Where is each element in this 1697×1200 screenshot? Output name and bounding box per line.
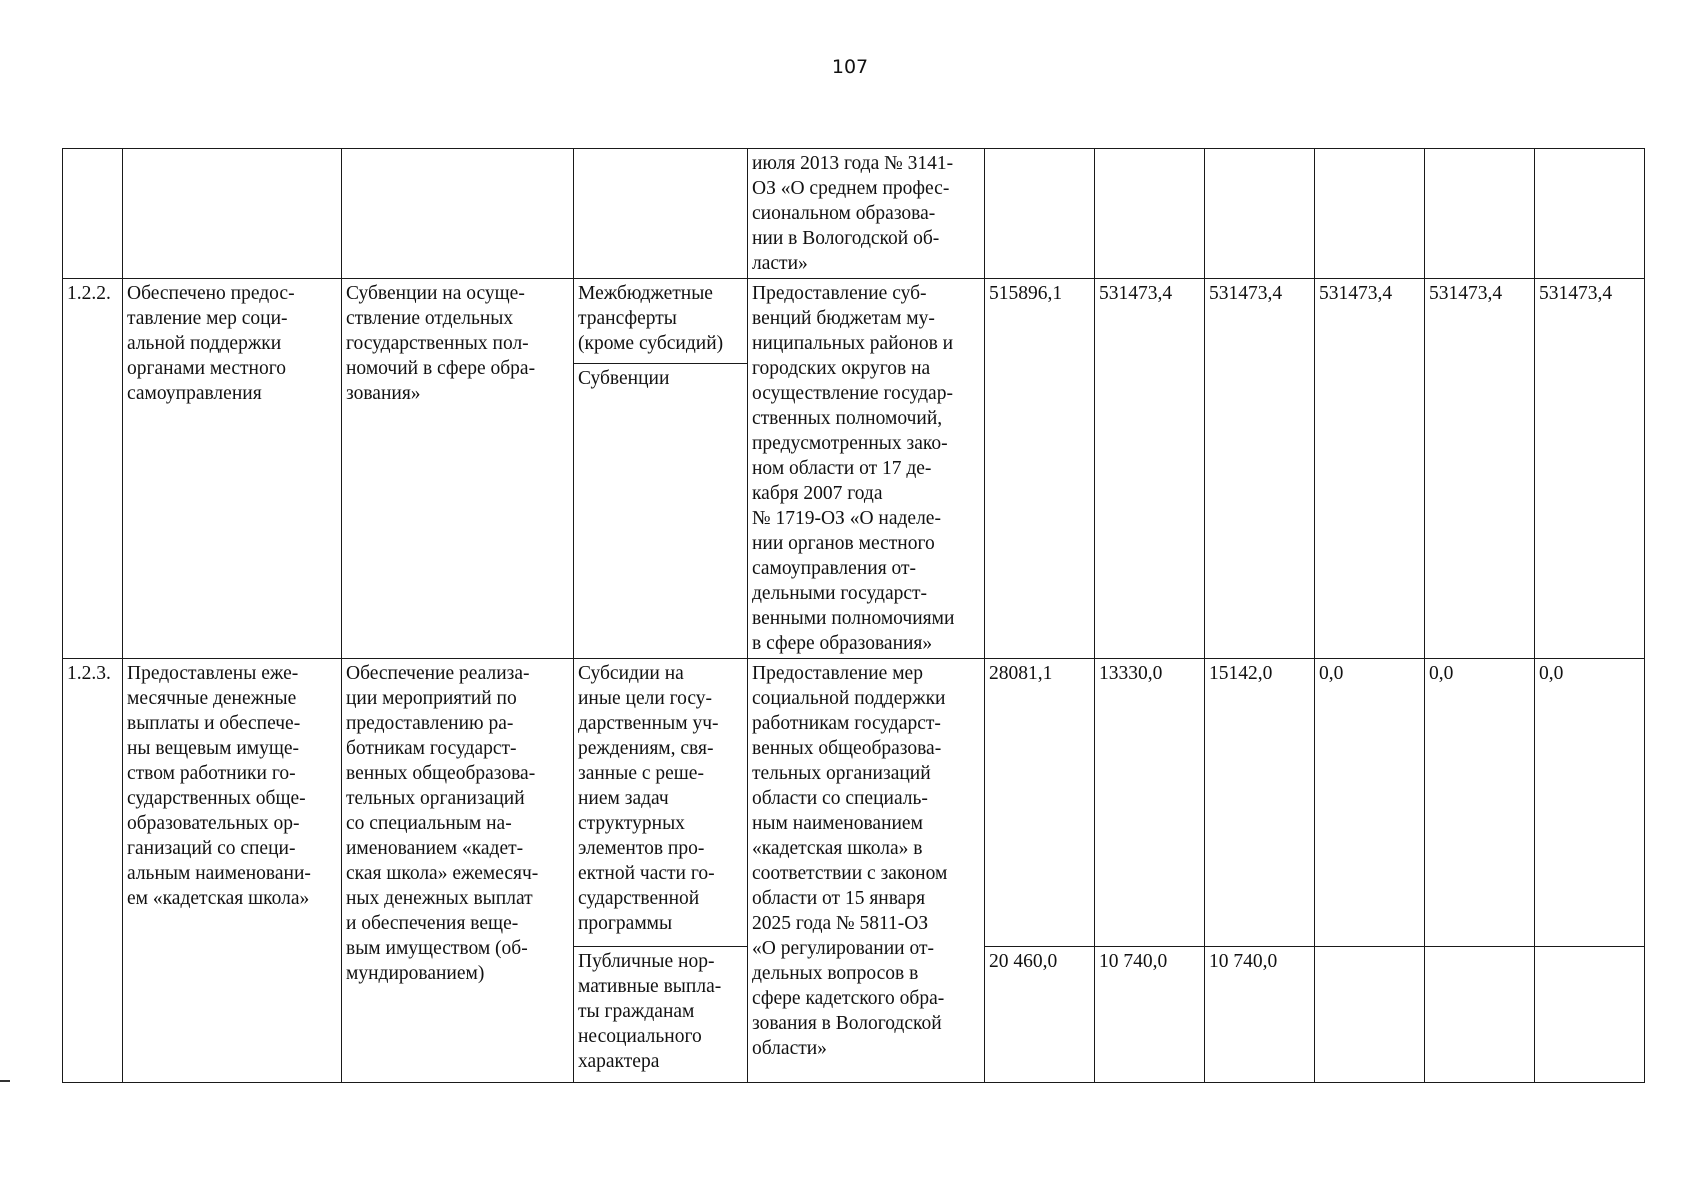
cell-value: 0,0 [1315, 659, 1425, 947]
cell-number: 1.2.2. [63, 279, 123, 659]
cell-value: 10 740,0 [1205, 947, 1315, 1083]
cell-value: 28081,1 [985, 659, 1095, 947]
table-row-continuation [63, 149, 1645, 279]
cell-value [1315, 149, 1425, 279]
cell-legal-basis: июля 2013 года № 3141- ОЗ «О среднем профес- сиональном образова- нии в Вологодской об- ласти» [748, 149, 985, 279]
cell-value: 531473,4 [1205, 279, 1315, 659]
cell-value [1535, 947, 1645, 1083]
cell-value [1535, 149, 1645, 279]
cell-result: Обеспечено предос- тавление мер соци- альной поддержки органами местного самоуправления [123, 279, 342, 659]
scan-edge-mark [0, 1080, 10, 1082]
cell-type [574, 149, 748, 279]
cell-value: 531473,4 [1425, 279, 1535, 659]
table-row-1-2-3 [63, 659, 1645, 947]
cell-value: 531473,4 [1315, 279, 1425, 659]
cell-value: 10 740,0 [1095, 947, 1205, 1083]
cell-expense-type: Публичные нор- мативные выпла- ты гражданам несоциального характера [574, 947, 748, 1083]
cell-value: 515896,1 [985, 279, 1095, 659]
cell-result [123, 149, 342, 279]
cell-measure: Субвенции на осуще- ствление отдельных государственных пол- номочий в сфере обра- зования» [342, 279, 574, 659]
cell-value [1095, 149, 1205, 279]
table-row-1-2-2 [63, 279, 1645, 364]
cell-value: 531473,4 [1095, 279, 1205, 659]
cell-measure [342, 149, 574, 279]
cell-value: 0,0 [1535, 659, 1645, 947]
cell-value [1315, 947, 1425, 1083]
cell-value: 0,0 [1425, 659, 1535, 947]
cell-value [985, 149, 1095, 279]
cell-expense-type: Межбюджетные трансферты (кроме субсидий) [574, 279, 748, 364]
cell-value: 531473,4 [1535, 279, 1645, 659]
cell-value: 20 460,0 [985, 947, 1095, 1083]
cell-number: 1.2.3. [63, 659, 123, 1083]
cell-expense-type: Субсидии на иные цели госу- дарственным уч- реждениям, свя- занные с реше- нием задач структурных элементов про- ектной части го- сударственной программы [574, 659, 748, 947]
cell-measure: Обеспечение реализа- ции мероприятий по предоставлению ра- ботникам государст- венных общеобразова- тельных организаций со специальным на- именованием «кадет- ская школа» ежемесяч- ных денежных выплат и обеспечения веще- вым имуществом (об- мундированием) [342, 659, 574, 1083]
cell-value [1425, 947, 1535, 1083]
cell-legal-basis: Предоставление мер социальной поддержки работникам государст- венных общеобразова- тельных организаций области со специаль- ным наименованием «кадетская школа» в соответствии с законом области от 15 января 2025 года № 5811-ОЗ «О регулировании от- дельных вопросов в сфере кадетского обра- зования в Вологодской области» [748, 659, 985, 1083]
page-number: 107 [831, 56, 869, 78]
cell-number [63, 149, 123, 279]
cell-legal-basis: Предоставление суб- венций бюджетам му- ниципальных районов и городских округов на осуществление государ- ственных полномочий, предусмотренных зако- ном области от 17 де- кабря 2007 года № 1719-ОЗ «О наделе- нии органов местного самоуправления от- дельными государст- венными полномочиями в сфере образования» [748, 279, 985, 659]
cell-value: 15142,0 [1205, 659, 1315, 947]
program-table [62, 148, 1645, 1083]
cell-value [1425, 149, 1535, 279]
cell-value [1205, 149, 1315, 279]
cell-value: 13330,0 [1095, 659, 1205, 947]
cell-result: Предоставлены еже- месячные денежные выплаты и обеспече- ны вещевым имуще- ством работники го- сударственных обще- образовательных ор- ганизаций со специ- альным наименовани- ем «кадетская школа» [123, 659, 342, 1083]
cell-expense-type: Субвенции [574, 363, 748, 658]
